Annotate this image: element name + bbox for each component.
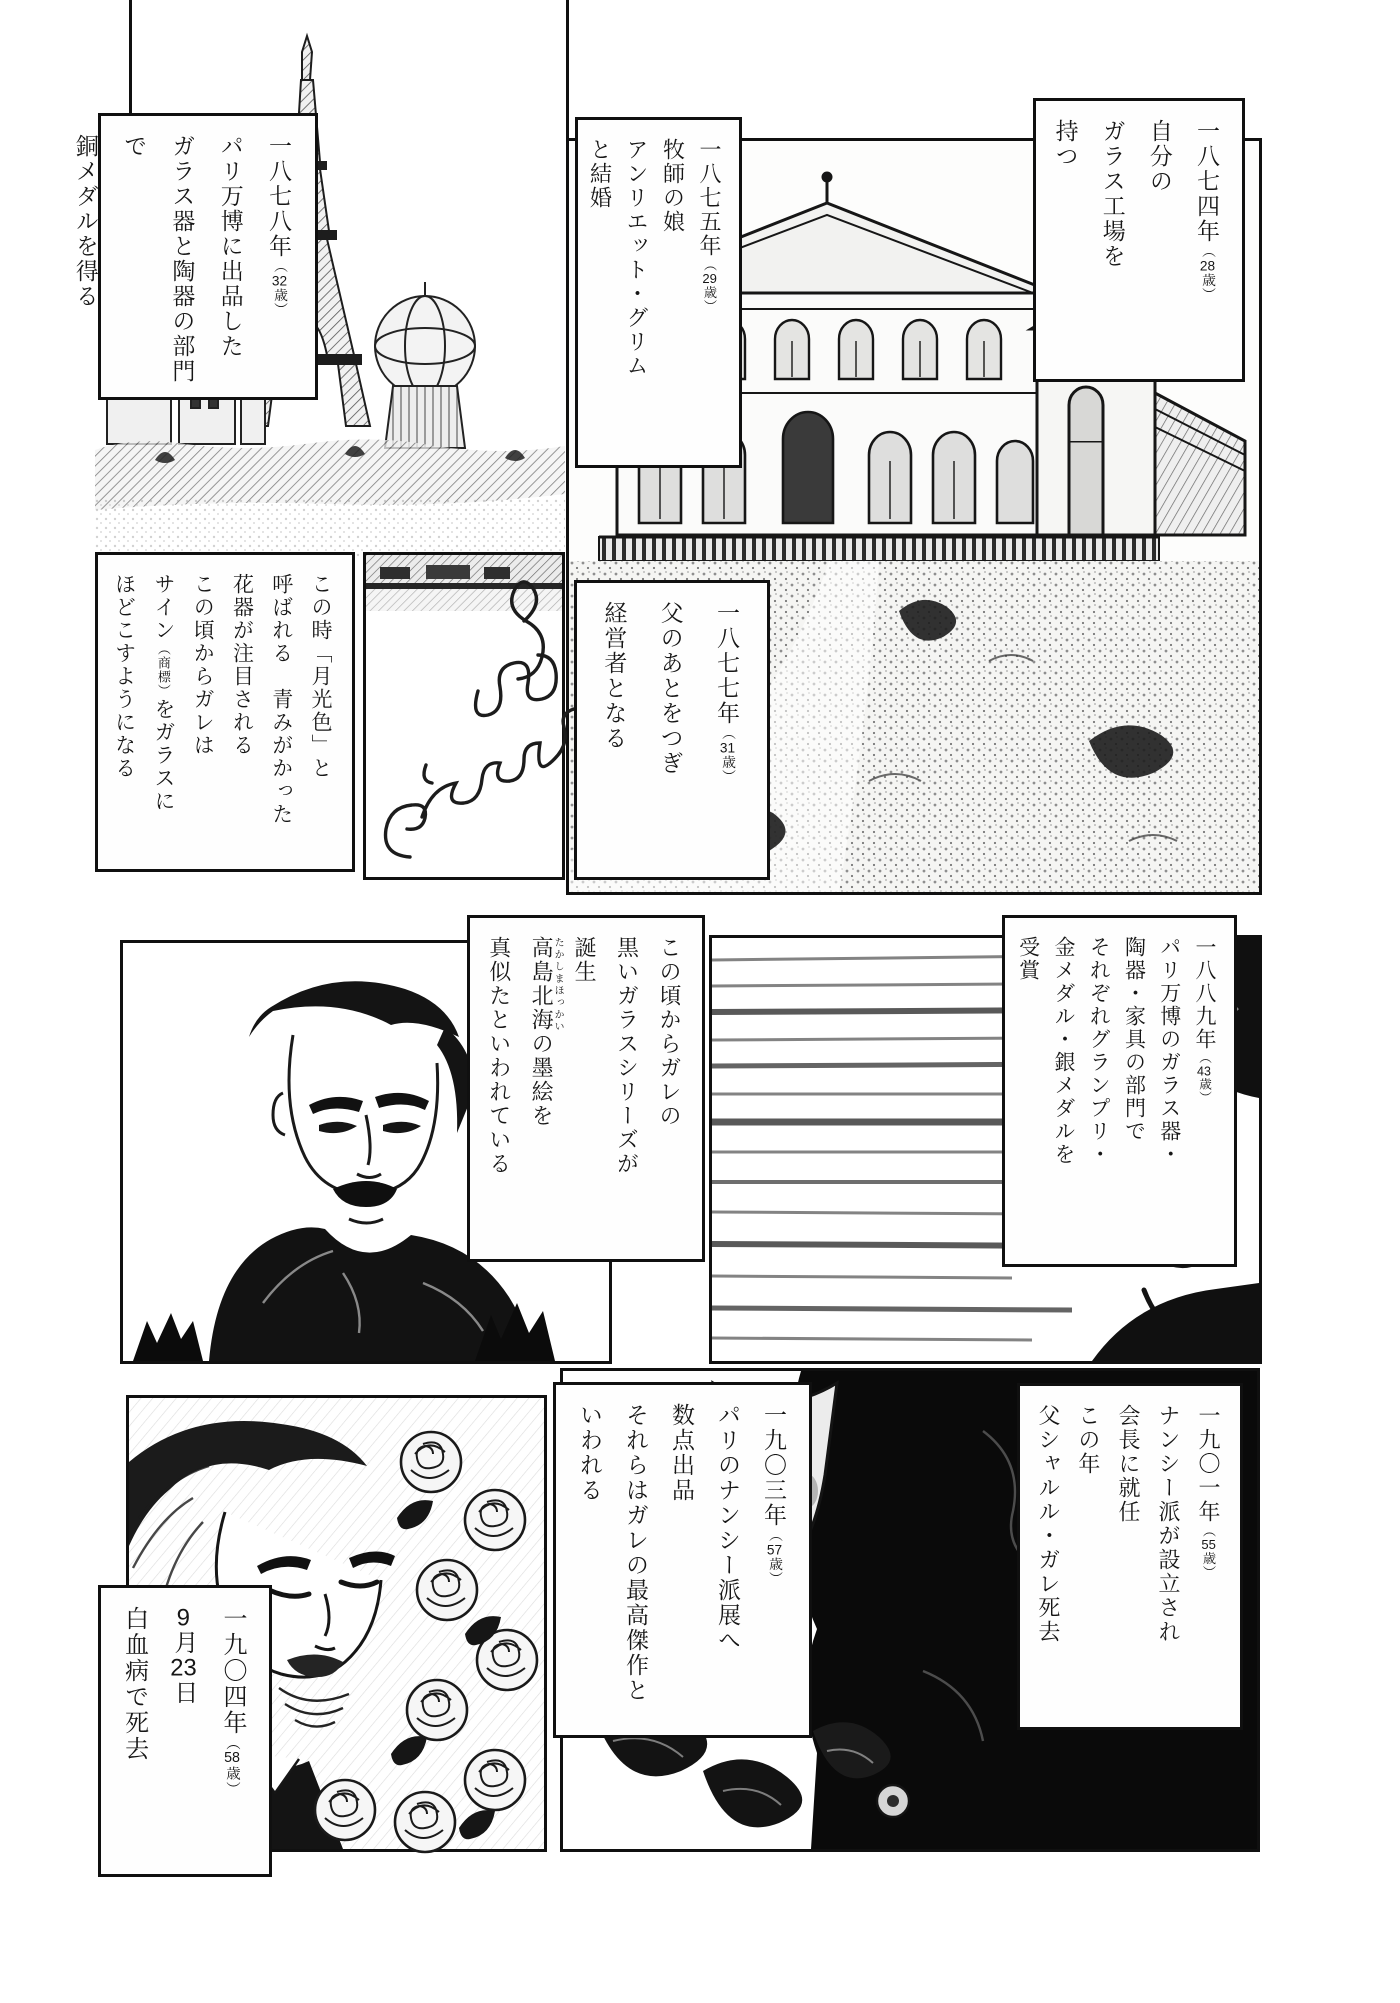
caption-line: パリ万博に出品した — [217, 134, 244, 359]
caption-line: 父シャルル・ガレ死去 — [1035, 1404, 1061, 1644]
caption-line: 数点出品 — [669, 1403, 695, 1503]
caption-line-ruby — [520, 936, 563, 1247]
caption-line: 牧師の娘 — [660, 138, 686, 234]
caption-line: 真似たといわれている — [486, 936, 512, 1176]
caption-line-sign — [144, 573, 183, 857]
age-annotation — [1200, 244, 1215, 302]
age-unit: 歳 — [272, 287, 287, 303]
paren-open: （ — [1197, 1051, 1211, 1065]
caption-line: と結婚 — [587, 138, 613, 210]
age-annotation — [702, 258, 717, 314]
caption-box-1904 — [98, 1585, 272, 1877]
age-number: 29 — [702, 272, 717, 286]
year-text: 一九〇一年 — [1196, 1404, 1221, 1524]
age-unit: 歳 — [720, 754, 735, 770]
caption-box-1903 — [553, 1382, 812, 1738]
year-text: 一八七五年 — [697, 138, 722, 258]
age-number: 57 — [766, 1542, 783, 1557]
caption-line: 自分の — [1146, 119, 1173, 194]
year-line — [208, 1606, 257, 1862]
age-annotation — [1201, 1524, 1216, 1580]
paren-close: ） — [224, 1781, 240, 1797]
hokkai-ruby — [529, 936, 564, 1032]
year-line — [1187, 936, 1222, 1252]
caption-line: 銅メダルを得る — [72, 134, 99, 309]
month-number: 9 — [176, 1606, 190, 1630]
ruby-base: 高島北海 — [529, 936, 555, 1032]
caption-line: 会長に就任 — [1115, 1404, 1141, 1524]
paren-close: ） — [702, 299, 717, 314]
caption-line: ガラス器と陶器の部門で — [121, 134, 196, 384]
age-annotation — [1197, 1051, 1211, 1104]
caption-box-1889 — [1002, 915, 1237, 1267]
ruby-after: の墨絵を — [529, 1032, 555, 1128]
caption-line: この時「月光色」と — [309, 573, 332, 780]
year-text: 一九〇四年 — [219, 1606, 246, 1736]
paren-open: （ — [720, 726, 735, 741]
caption-line: それぞれグランプリ・ — [1087, 936, 1111, 1166]
year-text: 一八七八年 — [266, 134, 292, 259]
age-unit: 歳 — [702, 285, 717, 300]
caption-line: 黒いガラスシリーズが — [614, 936, 640, 1176]
caption-line: それらはガレの最高傑作と — [623, 1403, 649, 1703]
year-text: 一九〇三年 — [761, 1403, 787, 1528]
month-label: 月 — [169, 1630, 197, 1656]
caption-box-1874 — [1033, 98, 1245, 382]
paren-open: （ — [1200, 244, 1215, 259]
age-number: 58 — [224, 1751, 240, 1766]
age-unit: 歳 — [767, 1556, 782, 1572]
caption-box-blackglass — [467, 915, 705, 1262]
age-annotation — [224, 1736, 240, 1797]
paren-close: ） — [272, 302, 287, 318]
year-line — [690, 138, 727, 453]
caption-line: 呼ばれる 青みがかった — [269, 573, 293, 826]
caption-box-1878 — [72, 113, 318, 400]
paren-open: （ — [1201, 1524, 1216, 1539]
caption-line: アンリエット・グリム — [623, 138, 649, 378]
year-text: 一八七七年 — [714, 601, 740, 726]
trademark-annotation: （商標） — [155, 642, 171, 699]
age-number: 32 — [271, 273, 288, 288]
age-number: 43 — [1197, 1064, 1211, 1078]
caption-line: 誕生 — [572, 936, 598, 984]
paren-open: （ — [702, 258, 717, 273]
caption-line: ナンシー派が設立され — [1155, 1404, 1181, 1644]
caption-line: 陶器・家具の部門で — [1122, 936, 1146, 1143]
year-line — [751, 1403, 797, 1723]
caption-line: ほどこすようになる — [112, 573, 136, 780]
paren-close: ） — [1197, 1090, 1211, 1105]
sign-pre: サイン — [151, 573, 175, 642]
age-number: 55 — [1201, 1538, 1216, 1552]
caption-line: 経営者となる — [601, 601, 628, 751]
day-label: 日 — [169, 1680, 197, 1706]
caption-line: パリのナンシー派展へ — [715, 1403, 741, 1653]
age-annotation — [272, 259, 287, 317]
age-number: 31 — [719, 740, 736, 755]
gutter-line-left — [129, 0, 132, 115]
age-unit: 歳 — [1197, 1077, 1211, 1091]
year-text: 一八八九年 — [1193, 936, 1216, 1051]
year-line — [255, 134, 303, 385]
caption-line: 父のあとをつぎ — [657, 601, 684, 776]
caption-line: 持つ — [1052, 119, 1079, 169]
age-number: 28 — [1199, 258, 1216, 273]
age-unit: 歳 — [1200, 272, 1215, 288]
caption-box-1901 — [1017, 1383, 1243, 1730]
sign-post: をガラスに — [151, 698, 175, 814]
caption-line: 花器が注目される — [230, 573, 254, 757]
age-unit: 歳 — [224, 1765, 240, 1782]
caption-box-moonlight — [95, 552, 355, 872]
caption-line: 金メダル・銀メダルを — [1051, 936, 1075, 1166]
caption-line: この年 — [1075, 1404, 1101, 1476]
year-line — [1183, 119, 1230, 367]
day-number: 23 — [170, 1656, 197, 1680]
paren-open: （ — [224, 1736, 240, 1752]
caption-line: いわれる — [577, 1403, 603, 1503]
caption-line: この頃からガレは — [191, 573, 215, 757]
age-annotation — [720, 726, 735, 784]
paren-close: ） — [720, 769, 735, 785]
year-text: 一八七四年 — [1194, 119, 1220, 244]
death-date-line — [159, 1606, 208, 1862]
caption-line: ガラス工場を — [1099, 119, 1126, 269]
caption-line: 受賞 — [1016, 936, 1040, 982]
paren-open: （ — [272, 259, 287, 274]
galle-signature-panel — [363, 552, 565, 880]
year-line — [699, 601, 755, 865]
caption-line: パリ万博のガラス器・ — [1157, 936, 1181, 1166]
age-unit: 歳 — [1201, 1551, 1216, 1566]
paren-close: ） — [1201, 1565, 1216, 1580]
paren-open: （ — [767, 1528, 782, 1543]
caption-box-1875 — [575, 117, 742, 468]
caption-box-1877 — [574, 580, 770, 880]
paren-close: ） — [767, 1571, 782, 1587]
gutter-line-center — [566, 0, 569, 142]
caption-line: 白血病で死去 — [120, 1606, 148, 1762]
age-annotation — [767, 1528, 782, 1586]
year-line — [1188, 1404, 1228, 1715]
ruby-reading: たかしまほっかい — [552, 936, 564, 1032]
caption-line: この頃からガレの — [657, 936, 682, 1128]
paren-close: ） — [1200, 287, 1215, 303]
